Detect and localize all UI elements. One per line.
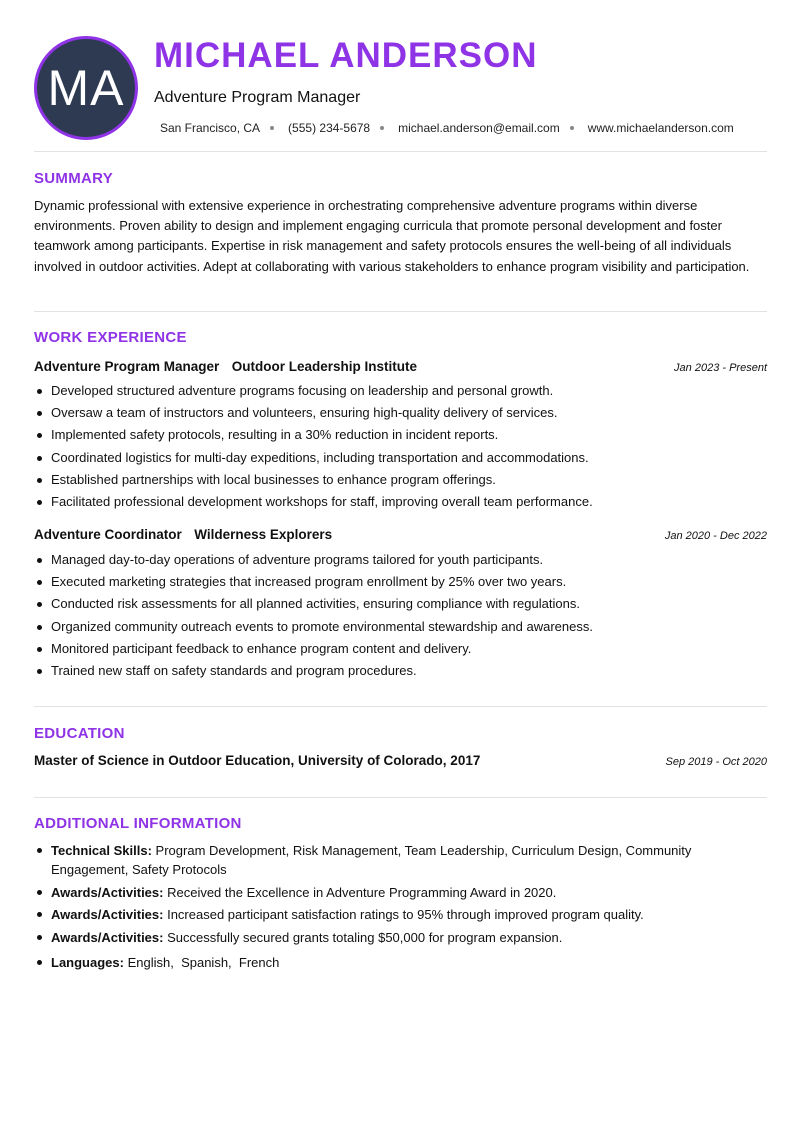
list-item: Executed marketing strategies that increased program enrollment by 25% over two years. — [34, 571, 769, 593]
education-entry — [34, 753, 767, 768]
list-item: Developed structured adventure programs focusing on leadership and personal growth. — [34, 380, 769, 402]
contact-location: San Francisco, CA — [160, 121, 261, 135]
info-label: Languages: — [51, 954, 124, 970]
divider — [34, 706, 767, 707]
experience-heading: WORK EXPERIENCE — [34, 329, 187, 346]
education-heading: EDUCATION — [34, 725, 125, 742]
summary-heading: SUMMARY — [34, 170, 114, 187]
job-header — [34, 526, 767, 544]
education-dates: Sep 2019 - Oct 2020 — [665, 756, 767, 768]
list-item: Coordinated logistics for multi-day expeditions, including transportation and accommodations. — [34, 447, 769, 469]
list-item: Implemented safety protocols, resulting in a 30% reduction in incident reports. — [34, 424, 769, 446]
divider — [34, 151, 767, 152]
candidate-title: Adventure Program Manager — [154, 89, 361, 106]
list-item: Managed day-to-day operations of adventure programs tailored for youth participants. — [34, 549, 769, 571]
list-item: Oversaw a team of instructors and volunteers, ensuring high-quality delivery of services. — [34, 402, 769, 424]
list-item: Conducted risk assessments for all planned activities, ensuring compliance with regulations. — [34, 593, 769, 615]
info-text: Received the Excellence in Adventure Programming Award in 2020. — [167, 884, 557, 900]
contact-email[interactable]: michael.anderson@email.com — [398, 121, 560, 135]
avatar-initials: MA — [47, 60, 125, 116]
info-text: Successfully secured grants totaling $50,000 for program expansion. — [167, 929, 563, 945]
additional-list — [34, 841, 734, 975]
list-item: Facilitated professional development workshops for staff, improving overall team performance. — [34, 491, 769, 513]
job-role: Adventure Program Manager — [34, 359, 220, 374]
list-item: Established partnerships with local businesses to enhance program offerings. — [34, 469, 769, 491]
separator-dot — [380, 126, 384, 130]
separator-dot — [570, 126, 574, 130]
avatar — [34, 36, 138, 140]
list-item: Trained new staff on safety standards and program procedures. — [34, 660, 769, 682]
list-item — [34, 953, 734, 972]
job-company: Outdoor Leadership Institute — [231, 359, 418, 374]
job-role: Adventure Coordinator — [34, 527, 182, 542]
contact-website[interactable]: www.michaelanderson.com — [587, 121, 734, 135]
list-item — [34, 841, 734, 879]
divider — [34, 797, 767, 798]
job-header — [34, 358, 767, 376]
info-label: Awards/Activities: — [51, 929, 164, 945]
divider — [34, 311, 767, 312]
candidate-name: MICHAEL ANDERSON — [154, 36, 538, 75]
job-bullets — [34, 380, 769, 513]
info-text: Program Development, Risk Management, Team Leadership, Curriculum Design, Community Engagement, Safety Protocols — [51, 843, 692, 877]
info-label: Technical Skills: — [51, 843, 152, 858]
job-company: Wilderness Explorers — [194, 527, 333, 542]
contact-phone: (555) 234-5678 — [288, 121, 371, 135]
info-label: Awards/Activities: — [51, 907, 164, 922]
list-item — [34, 883, 734, 902]
info-text: Increased participant satisfaction ratings to 95% through improved program quality. — [167, 907, 644, 922]
list-item — [34, 928, 734, 947]
job-dates: Jan 2020 - Dec 2022 — [664, 530, 767, 542]
contact-bar — [160, 121, 734, 135]
list-item: Organized community outreach events to promote environmental stewardship and awareness. — [34, 616, 769, 638]
list-item — [34, 905, 734, 924]
job-bullets — [34, 549, 769, 682]
list-item: Monitored participant feedback to enhance program content and delivery. — [34, 638, 769, 660]
info-text: English, Spanish, French — [127, 954, 280, 970]
info-label: Awards/Activities: — [51, 884, 164, 900]
education-degree: Master of Science in Outdoor Education, University of Colorado, 2017 — [34, 753, 481, 768]
summary-text: Dynamic professional with extensive experience in orchestrating comprehensive adventure programs within diverse environments. Proven ability to design and implement engaging curricula that promote personal development and foster teamwork among participants. Expertise in risk management and safety protocols ensures the well-being of all individuals involved in outdoor activities. Adept at collaborating with various stakeholders to enhance program visibility and participation. — [34, 198, 750, 274]
additional-heading: ADDITIONAL INFORMATION — [34, 815, 242, 832]
separator-dot — [270, 126, 274, 130]
job-dates: Jan 2023 - Present — [674, 362, 767, 374]
